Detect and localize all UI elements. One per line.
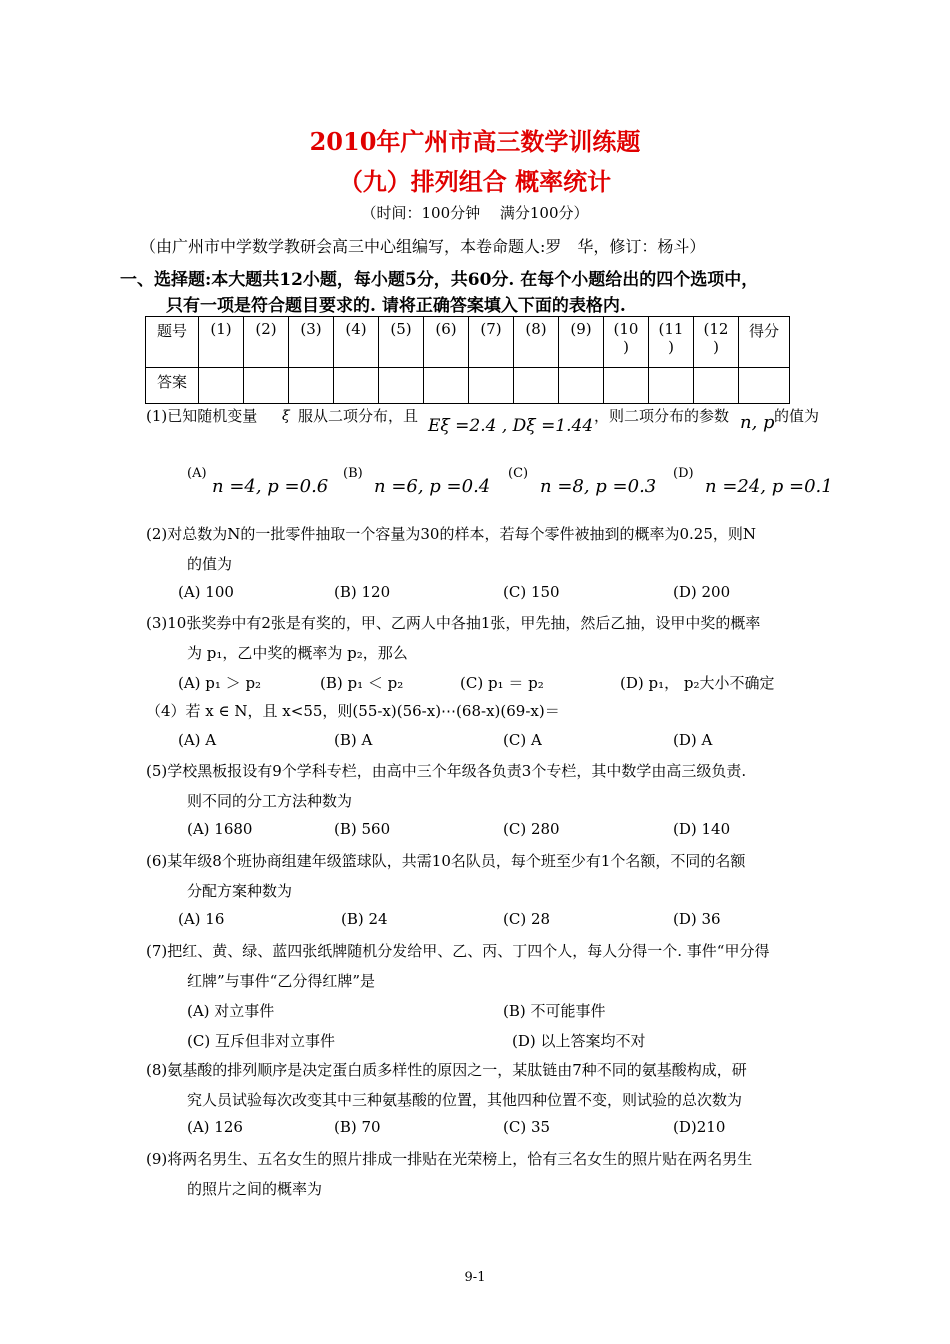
table-cell-number: (5) — [379, 317, 424, 368]
q1-text-a: (1)已知随机变量 — [146, 407, 258, 425]
answer-cell[interactable] — [559, 368, 604, 404]
answer-cell[interactable] — [244, 368, 289, 404]
q5-opt-c[interactable]: (C) 280 — [503, 820, 560, 838]
table-cell-number: (3) — [289, 317, 334, 368]
answer-cell[interactable] — [649, 368, 694, 404]
table-cell-number: (4) — [334, 317, 379, 368]
answer-cell[interactable] — [424, 368, 469, 404]
table-row-answers — [146, 368, 790, 404]
table-cell-number: (1) — [199, 317, 244, 368]
q8-line2: 究人员试验每次改变其中三种氨基酸的位置，其他四种位置不变，则试验的总次数为 — [187, 1091, 743, 1109]
q2-opt-b[interactable]: (B) 120 — [334, 583, 391, 601]
q9-line1: (9)将两名男生、五名女生的照片排成一排贴在光荣榜上，恰有三名女生的照片贴在两名男生 — [146, 1150, 753, 1168]
page-number: 9-1 — [464, 1270, 486, 1285]
q4-opt-d[interactable]: (D) A — [673, 731, 713, 749]
q6-opt-a[interactable]: (A) 16 — [178, 910, 225, 928]
q1-params: n, p — [740, 412, 775, 433]
q1-opt-b[interactable]: n =6, p =0.4 — [374, 476, 491, 497]
table-cell-number — [649, 317, 694, 368]
q2-opt-c[interactable]: (C) 150 — [503, 583, 560, 601]
answer-cell[interactable] — [514, 368, 559, 404]
answer-cell[interactable] — [469, 368, 514, 404]
q1-opt-d-label: (D) — [673, 466, 694, 481]
q1-text-c: ，则二项分布的参数 — [594, 407, 730, 425]
table-cell-number — [604, 317, 649, 368]
answer-cell[interactable] — [694, 368, 739, 404]
q7-opt-c[interactable]: (C) 互斥但非对立事件 — [187, 1032, 335, 1050]
table-cell-number: (6) — [424, 317, 469, 368]
q4-opt-b[interactable]: (B) A — [334, 731, 373, 749]
table-cell-score: 得分 — [739, 317, 790, 368]
q8-opt-a[interactable]: (A) 126 — [187, 1118, 243, 1136]
page-subtitle: （九）排列组合 概率统计 — [338, 167, 612, 196]
q4-opt-c[interactable]: (C) A — [503, 731, 542, 749]
q2-line1: (2)对总数为N的一批零件抽取一个容量为30的样本，若每个零件被抽到的概率为0.25，则N — [146, 525, 756, 543]
q5-opt-b[interactable]: (B) 560 — [334, 820, 391, 838]
table-row-numbers — [146, 317, 790, 368]
q6-opt-c[interactable]: (C) 28 — [503, 910, 551, 928]
q4-opt-a[interactable]: (A) A — [178, 731, 217, 749]
q7-opt-b[interactable]: (B) 不可能事件 — [503, 1002, 606, 1020]
q5-opt-d[interactable]: (D) 140 — [673, 820, 731, 838]
section-heading-line2: 只有一项是符合题目要求的. 请将正确答案填入下面的表格内. — [166, 296, 626, 316]
answer-table — [145, 316, 790, 404]
q1-opt-c[interactable]: n =8, p =0.3 — [540, 476, 657, 497]
q3-opt-a[interactable]: (A) p₁ ＞ p₂ — [178, 674, 262, 692]
number-text: ) — [713, 338, 719, 356]
q3-opt-c[interactable]: (C) p₁ ＝ p₂ — [460, 674, 544, 692]
q2-line2: 的值为 — [187, 555, 233, 573]
q1-text-d: 的值为 — [774, 407, 820, 425]
q2-opt-a[interactable]: (A) 100 — [178, 583, 234, 601]
q7-opt-a[interactable]: (A) 对立事件 — [187, 1002, 275, 1020]
q8-opt-b[interactable]: (B) 70 — [334, 1118, 381, 1136]
q7-line2: 红牌”与事件“乙分得红牌”是 — [187, 972, 376, 990]
q3-line1: (3)10张奖券中有2张是有奖的，甲、乙两人中各抽1张，甲先抽，然后乙抽，设甲中奖的概率 — [146, 614, 761, 632]
q9-line2: 的照片之间的概率为 — [187, 1180, 323, 1198]
q3-opt-b[interactable]: (B) p₁ ＜ p₂ — [320, 674, 404, 692]
q6-line1: (6)某年级8个班协商组建年级篮球队，共需10名队员，每个班至少有1个名额，不同的名额 — [146, 852, 746, 870]
q3-opt-d[interactable]: (D) p₁， p₂大小不确定 — [620, 674, 775, 692]
number-text: ) — [623, 338, 629, 356]
section-heading-line1: 一、选择题:本大题共12小题，每小题5分，共60分. 在每个小题给出的四个选项中， — [120, 270, 759, 290]
q4-line1: （4）若 x ∈ N，且 x<55，则(55-x)(56-x)⋯(68-x)(69-x)＝ — [146, 702, 560, 720]
q8-line1: (8)氨基酸的排列顺序是决定蛋白质多样性的原因之一，某肽链由7种不同的氨基酸构成，研 — [146, 1061, 747, 1079]
table-cell-number: (2) — [244, 317, 289, 368]
q1-opt-c-label: (C) — [508, 466, 529, 481]
q8-opt-d[interactable]: (D)210 — [673, 1118, 726, 1136]
answer-cell[interactable] — [334, 368, 379, 404]
table-cell-number: (8) — [514, 317, 559, 368]
answer-cell[interactable] — [604, 368, 649, 404]
table-cell-number: (9) — [559, 317, 604, 368]
table-cell-label: 题号 — [146, 317, 199, 368]
answer-cell[interactable] — [379, 368, 424, 404]
time-info: （时间：100分钟 满分100分） — [361, 204, 589, 222]
answer-cell[interactable] — [199, 368, 244, 404]
number-text: (10 — [613, 320, 639, 338]
q2-opt-d[interactable]: (D) 200 — [673, 583, 731, 601]
q5-line1: (5)学校黑板报设有9个学科专栏，由高中三个年级各负责3个专栏，其中数学由高三级负责. — [146, 762, 747, 780]
page-title: 2010年广州市高三数学训练题 — [309, 127, 641, 156]
q6-opt-d[interactable]: (D) 36 — [673, 910, 721, 928]
number-text: (11 — [658, 320, 684, 338]
author-info: （由广州市中学数学教研会高三中心组编写，本卷命题人:罗 华，修订：杨斗） — [140, 237, 706, 256]
q1-opt-d[interactable]: n =24, p =0.1 — [705, 476, 833, 497]
number-text: ) — [668, 338, 674, 356]
table-cell-number: (7) — [469, 317, 514, 368]
table-cell-label: 答案 — [146, 368, 199, 404]
q3-line2: 为 p₁，乙中奖的概率为 p₂，那么 — [187, 644, 408, 662]
score-cell[interactable] — [739, 368, 790, 404]
table-cell-number — [694, 317, 739, 368]
q6-line2: 分配方案种数为 — [187, 882, 293, 900]
q7-opt-d[interactable]: (D) 以上答案均不对 — [512, 1032, 646, 1050]
q1-opt-b-label: (B) — [343, 466, 363, 481]
q5-opt-a[interactable]: (A) 1680 — [187, 820, 253, 838]
q1-text-b: 服从二项分布，且 — [298, 407, 419, 425]
q7-line1: (7)把红、黄、绿、蓝四张纸牌随机分发给甲、乙、丙、丁四个人，每人分得一个. 事件“甲分得 — [146, 942, 770, 960]
q6-opt-b[interactable]: (B) 24 — [341, 910, 388, 928]
q1-condition: Eξ =2.4 , Dξ =1.44 — [428, 416, 594, 436]
q8-opt-c[interactable]: (C) 35 — [503, 1118, 551, 1136]
q1-xi: ξ — [282, 408, 290, 424]
q1-opt-a-label: (A) — [187, 466, 207, 481]
number-text: (12 — [703, 320, 729, 338]
q5-line2: 则不同的分工方法种数为 — [187, 792, 353, 810]
answer-cell[interactable] — [289, 368, 334, 404]
q1-opt-a[interactable]: n =4, p =0.6 — [212, 476, 329, 497]
